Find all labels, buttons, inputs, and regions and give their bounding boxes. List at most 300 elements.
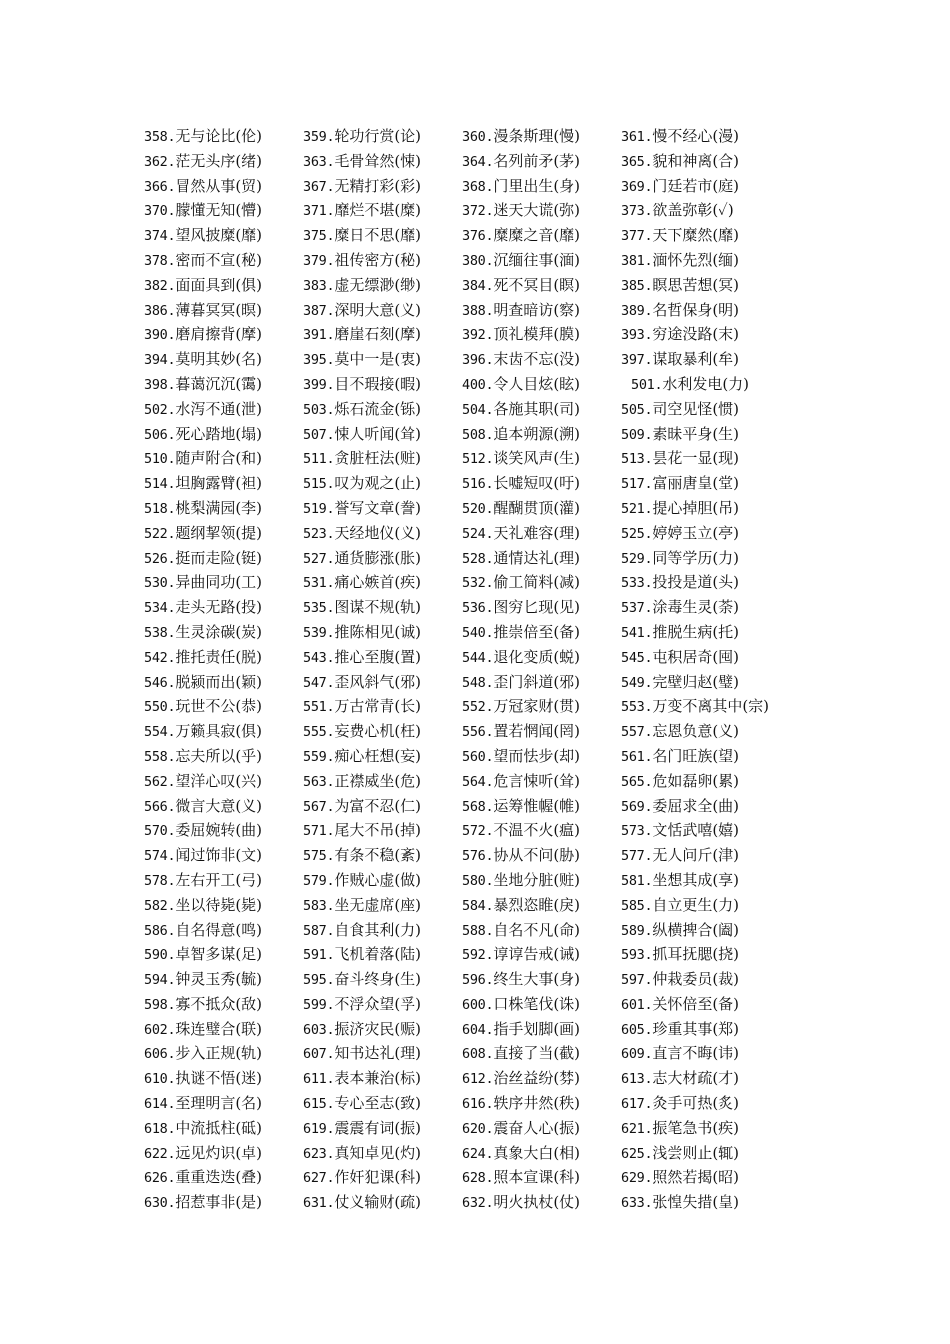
list-item bbox=[462, 322, 621, 347]
list-item bbox=[144, 347, 303, 372]
item-text: 闻过饰非(文) bbox=[175, 846, 263, 865]
list-item bbox=[303, 471, 462, 496]
item-number: 604. bbox=[462, 1021, 494, 1038]
list-item bbox=[621, 446, 791, 471]
list-item bbox=[621, 794, 791, 819]
item-text: 步入正规(轨) bbox=[175, 1044, 263, 1063]
list-item bbox=[462, 223, 621, 248]
list-item bbox=[303, 372, 462, 397]
item-number: 359. bbox=[303, 129, 335, 145]
item-text: 瞑思苦想(冥) bbox=[652, 275, 740, 294]
item-text: 仗义输财(疏) bbox=[334, 1193, 422, 1212]
list-item bbox=[621, 124, 791, 149]
item-number: 542. bbox=[144, 649, 176, 666]
item-number: 551. bbox=[303, 699, 335, 716]
item-number: 584. bbox=[462, 897, 494, 914]
item-number: 633. bbox=[621, 1195, 653, 1212]
item-text: 危言悚听(耸) bbox=[493, 771, 581, 790]
list-item bbox=[621, 893, 791, 918]
item-text: 真象大白(相) bbox=[493, 1143, 581, 1162]
list-item bbox=[144, 694, 303, 719]
list-item bbox=[303, 1091, 462, 1116]
item-text: 欲盖弥彰(✓) bbox=[652, 201, 734, 220]
item-number: 396. bbox=[462, 352, 494, 369]
item-text: 中流抵柱(砥) bbox=[175, 1118, 263, 1137]
item-number: 525. bbox=[621, 525, 653, 542]
item-number: 581. bbox=[621, 872, 653, 889]
item-number: 626. bbox=[144, 1170, 176, 1187]
list-item bbox=[621, 1141, 791, 1166]
item-number: 374. bbox=[144, 228, 176, 245]
list-item bbox=[303, 595, 462, 620]
item-text: 振笔急书(疾) bbox=[652, 1118, 740, 1137]
item-text: 明火执杖(仗) bbox=[493, 1193, 581, 1212]
list-item bbox=[462, 620, 621, 645]
list-item bbox=[462, 818, 621, 843]
item-text: 慢不经心(漫) bbox=[652, 127, 740, 145]
item-text: 冒然从事(贸) bbox=[175, 176, 263, 195]
list-item bbox=[303, 794, 462, 819]
item-text: 关怀倍至(备) bbox=[652, 994, 740, 1013]
list-item bbox=[144, 546, 303, 571]
item-number: 619. bbox=[303, 1120, 335, 1137]
item-text: 祖传密方(秘) bbox=[334, 250, 422, 269]
list-item bbox=[144, 794, 303, 819]
item-text: 推脱生病(托) bbox=[652, 622, 740, 641]
item-number: 504. bbox=[462, 401, 494, 418]
list-item bbox=[462, 942, 621, 967]
list-item bbox=[303, 273, 462, 298]
item-number: 505. bbox=[621, 401, 653, 418]
list-item bbox=[144, 843, 303, 868]
item-number: 540. bbox=[462, 624, 494, 641]
item-number: 553. bbox=[621, 699, 653, 716]
item-text: 妄费心机(枉) bbox=[334, 722, 422, 741]
item-number: 622. bbox=[144, 1145, 176, 1162]
list-item bbox=[462, 273, 621, 298]
item-text: 深明大意(义) bbox=[334, 300, 422, 319]
list-item bbox=[303, 124, 462, 149]
item-number: 515. bbox=[303, 476, 335, 493]
item-number: 576. bbox=[462, 848, 494, 865]
item-number: 549. bbox=[621, 674, 653, 691]
list-item bbox=[621, 471, 791, 496]
item-text: 贪脏枉法(赃) bbox=[334, 449, 422, 468]
item-text: 照本宣课(科) bbox=[493, 1168, 581, 1187]
item-text: 虚无缥渺(缈) bbox=[334, 275, 422, 294]
item-number: 610. bbox=[144, 1071, 176, 1088]
list-item bbox=[303, 248, 462, 273]
item-text: 门廷若市(庭) bbox=[652, 176, 740, 195]
item-text: 暮蔼沉沉(霭) bbox=[175, 374, 263, 393]
item-number: 625. bbox=[621, 1145, 653, 1162]
list-item bbox=[303, 1190, 462, 1215]
list-item bbox=[144, 1165, 303, 1190]
item-number: 627. bbox=[303, 1170, 335, 1187]
item-text: 知书达礼(理) bbox=[334, 1044, 422, 1063]
item-text: 偷工简料(减) bbox=[493, 573, 581, 592]
item-number: 397. bbox=[621, 352, 653, 369]
list-item bbox=[303, 1165, 462, 1190]
list-item bbox=[462, 1116, 621, 1141]
list-item bbox=[303, 174, 462, 199]
item-number: 621. bbox=[621, 1120, 653, 1137]
item-number: 531. bbox=[303, 575, 335, 592]
item-number: 535. bbox=[303, 600, 335, 617]
item-number: 559. bbox=[303, 748, 335, 765]
item-number: 587. bbox=[303, 922, 335, 939]
item-number: 548. bbox=[462, 674, 494, 691]
list-item bbox=[621, 546, 791, 571]
list-item bbox=[462, 397, 621, 422]
item-text: 明查暗访(察) bbox=[493, 300, 581, 319]
list-item bbox=[144, 1017, 303, 1042]
item-text: 治丝益纷(棼) bbox=[493, 1069, 581, 1088]
list-item bbox=[621, 719, 791, 744]
item-text: 运筹惟幄(帷) bbox=[493, 796, 581, 815]
item-text: 坐想其成(享) bbox=[652, 870, 740, 889]
item-text: 死不冥目(瞑) bbox=[493, 275, 581, 294]
item-text: 顶礼模拜(膜) bbox=[493, 325, 581, 344]
item-text: 完壁归赵(璧) bbox=[652, 672, 740, 691]
list-item bbox=[462, 372, 621, 397]
item-text: 长嘘短叹(吁) bbox=[493, 474, 581, 493]
item-text: 卓智多谋(足) bbox=[175, 945, 263, 964]
item-text: 推陈相见(诚) bbox=[334, 622, 422, 641]
item-text: 忘夫所以(乎) bbox=[175, 746, 263, 765]
list-item bbox=[462, 843, 621, 868]
item-text: 婷婷玉立(亭) bbox=[652, 523, 740, 542]
item-number: 371. bbox=[303, 203, 335, 220]
list-item bbox=[462, 198, 621, 223]
item-number: 511. bbox=[303, 451, 335, 468]
item-number: 578. bbox=[144, 872, 176, 889]
list-item bbox=[144, 397, 303, 422]
item-text: 振济灾民(赈) bbox=[334, 1019, 422, 1038]
item-text: 直接了当(截) bbox=[493, 1044, 581, 1063]
list-item bbox=[303, 620, 462, 645]
item-number: 555. bbox=[303, 724, 335, 741]
item-number: 368. bbox=[462, 178, 494, 195]
item-number: 571. bbox=[303, 823, 335, 840]
list-item bbox=[462, 298, 621, 323]
item-number: 524. bbox=[462, 525, 494, 542]
list-item bbox=[621, 223, 791, 248]
list-item bbox=[303, 496, 462, 521]
item-number: 370. bbox=[144, 203, 176, 220]
list-item bbox=[621, 1066, 791, 1091]
item-text: 口株笔伐(诛) bbox=[493, 994, 581, 1013]
list-item bbox=[621, 273, 791, 298]
item-text: 朦懂无知(懵) bbox=[175, 201, 263, 220]
list-item bbox=[144, 744, 303, 769]
item-number: 600. bbox=[462, 996, 494, 1013]
item-text: 为富不忍(仁) bbox=[334, 796, 422, 815]
item-number: 545. bbox=[621, 649, 653, 666]
item-text: 天礼难容(理) bbox=[493, 523, 581, 542]
list-item bbox=[462, 1165, 621, 1190]
item-text: 靡烂不堪(糜) bbox=[334, 201, 422, 220]
item-text: 望洋心叹(兴) bbox=[175, 771, 263, 790]
item-text: 坐地分脏(赃) bbox=[493, 870, 581, 889]
list-item bbox=[303, 744, 462, 769]
item-text: 望而怯步(却) bbox=[493, 746, 581, 765]
list-item bbox=[144, 1066, 303, 1091]
item-text: 令人目炫(眩) bbox=[493, 374, 581, 393]
item-number: 574. bbox=[144, 848, 176, 865]
item-number: 616. bbox=[462, 1096, 494, 1113]
item-number: 572. bbox=[462, 823, 494, 840]
item-text: 各施其职(司) bbox=[493, 399, 581, 418]
item-number: 372. bbox=[462, 203, 494, 220]
list-item bbox=[621, 1165, 791, 1190]
list-item bbox=[462, 744, 621, 769]
item-text: 磨肩擦背(摩) bbox=[175, 325, 263, 344]
item-number: 596. bbox=[462, 972, 494, 989]
item-text: 推心至腹(置) bbox=[334, 647, 422, 666]
list-item bbox=[144, 1041, 303, 1066]
item-text: 同等学历(力) bbox=[652, 548, 740, 567]
list-item bbox=[462, 595, 621, 620]
list-item bbox=[462, 1066, 621, 1091]
item-text: 誉写文章(誊) bbox=[334, 498, 422, 517]
item-text: 歪门斜道(邪) bbox=[493, 672, 581, 691]
list-item bbox=[303, 1066, 462, 1091]
list-item bbox=[462, 248, 621, 273]
list-item bbox=[621, 1116, 791, 1141]
item-text: 危如磊卵(累) bbox=[652, 771, 740, 790]
item-text: 末齿不忘(没) bbox=[493, 350, 581, 369]
item-text: 走头无路(投) bbox=[175, 598, 263, 617]
item-number: 378. bbox=[144, 252, 176, 269]
item-text: 重重迭迭(叠) bbox=[175, 1168, 263, 1187]
list-item bbox=[303, 818, 462, 843]
item-number: 522. bbox=[144, 525, 176, 542]
item-number: 516. bbox=[462, 476, 494, 493]
item-number: 588. bbox=[462, 922, 494, 939]
item-text: 推托责任(脱) bbox=[175, 647, 263, 666]
list-item bbox=[462, 1091, 621, 1116]
item-text: 万变不离其中(宗) bbox=[652, 697, 770, 716]
list-item bbox=[144, 124, 303, 149]
item-number: 513. bbox=[621, 451, 653, 468]
item-number: 591. bbox=[303, 947, 335, 964]
item-text: 玩世不公(恭) bbox=[175, 697, 263, 716]
list-item bbox=[144, 174, 303, 199]
item-number: 391. bbox=[303, 327, 335, 344]
list-item bbox=[144, 942, 303, 967]
item-number: 607. bbox=[303, 1046, 335, 1063]
list-item bbox=[144, 645, 303, 670]
list-item bbox=[621, 1190, 791, 1215]
list-item bbox=[303, 694, 462, 719]
list-item bbox=[621, 1041, 791, 1066]
item-text: 谋取暴利(牟) bbox=[652, 350, 740, 369]
item-text: 委屈婉转(曲) bbox=[175, 821, 263, 840]
item-number: 567. bbox=[303, 798, 335, 815]
item-number: 379. bbox=[303, 252, 335, 269]
item-text: 题纲挈领(提) bbox=[175, 523, 263, 542]
item-number: 387. bbox=[303, 302, 335, 319]
item-text: 挺而走险(铤) bbox=[175, 548, 263, 567]
item-text: 执谜不悟(迷) bbox=[175, 1069, 263, 1088]
item-number: 603. bbox=[303, 1021, 335, 1038]
list-item bbox=[144, 868, 303, 893]
item-text: 正襟威坐(危) bbox=[334, 771, 422, 790]
item-text: 专心至志(致) bbox=[334, 1094, 422, 1113]
list-item bbox=[462, 868, 621, 893]
item-number: 503. bbox=[303, 401, 335, 418]
list-item bbox=[621, 521, 791, 546]
item-number: 620. bbox=[462, 1120, 494, 1137]
item-text: 歪风斜气(邪) bbox=[334, 672, 422, 691]
item-text: 漫条斯理(慢) bbox=[493, 127, 581, 145]
item-text: 悚人听闻(耸) bbox=[334, 424, 422, 443]
item-number: 400. bbox=[462, 376, 494, 393]
list-item bbox=[621, 422, 791, 447]
item-number: 566. bbox=[144, 798, 176, 815]
item-text: 目不瑕接(暇) bbox=[334, 374, 422, 393]
list-item bbox=[144, 446, 303, 471]
list-item bbox=[303, 868, 462, 893]
item-text: 浅尝则止(辄) bbox=[652, 1143, 740, 1162]
item-text: 迷天大谎(弥) bbox=[493, 201, 581, 220]
item-number: 612. bbox=[462, 1071, 494, 1088]
list-item bbox=[303, 322, 462, 347]
item-number: 579. bbox=[303, 872, 335, 889]
item-text: 作奸犯课(科) bbox=[334, 1168, 422, 1187]
list-item bbox=[621, 769, 791, 794]
item-text: 无与论比(伦) bbox=[175, 127, 263, 145]
item-text: 天下糜然(靡) bbox=[652, 226, 740, 245]
item-number: 582. bbox=[144, 897, 176, 914]
list-item bbox=[144, 223, 303, 248]
item-number: 608. bbox=[462, 1046, 494, 1063]
item-number: 526. bbox=[144, 550, 176, 567]
list-item bbox=[462, 174, 621, 199]
item-text: 志大材疏(才) bbox=[652, 1069, 740, 1088]
item-text: 生灵涂碳(炭) bbox=[175, 622, 263, 641]
item-number: 599. bbox=[303, 996, 335, 1013]
item-text: 远见灼识(卓) bbox=[175, 1143, 263, 1162]
list-item bbox=[621, 298, 791, 323]
item-text: 天经地仪(义) bbox=[334, 523, 422, 542]
item-number: 390. bbox=[144, 327, 176, 344]
list-item bbox=[144, 1190, 303, 1215]
item-number: 569. bbox=[621, 798, 653, 815]
item-number: 583. bbox=[303, 897, 335, 914]
list-item bbox=[303, 918, 462, 943]
item-text: 脱颍而出(颖) bbox=[175, 672, 263, 691]
list-item bbox=[303, 645, 462, 670]
item-number: 537. bbox=[621, 600, 653, 617]
list-item bbox=[462, 992, 621, 1017]
item-text: 富丽唐皇(堂) bbox=[652, 474, 740, 493]
list-item bbox=[462, 471, 621, 496]
list-item bbox=[303, 446, 462, 471]
item-number: 518. bbox=[144, 500, 176, 517]
list-item bbox=[303, 967, 462, 992]
item-text: 尾大不吊(掉) bbox=[334, 821, 422, 840]
item-number: 392. bbox=[462, 327, 494, 344]
item-number: 393. bbox=[621, 327, 653, 344]
item-number: 565. bbox=[621, 773, 653, 790]
item-text: 谆谆告戒(诫) bbox=[493, 945, 581, 964]
item-text: 万冠家财(贯) bbox=[493, 697, 581, 716]
item-number: 360. bbox=[462, 129, 494, 145]
item-text: 异曲同功(工) bbox=[175, 573, 263, 592]
item-text: 坐无虚席(座) bbox=[334, 895, 422, 914]
list-item bbox=[144, 149, 303, 174]
item-text: 真知卓见(灼) bbox=[334, 1143, 422, 1162]
item-text: 暴烈恣睢(戾) bbox=[493, 895, 581, 914]
item-number: 386. bbox=[144, 302, 176, 319]
item-number: 367. bbox=[303, 178, 335, 195]
list-item bbox=[462, 124, 621, 149]
item-text: 有条不稳(紊) bbox=[334, 846, 422, 865]
item-number: 373. bbox=[621, 203, 653, 220]
item-text: 谈笑风声(生) bbox=[493, 449, 581, 468]
item-number: 519. bbox=[303, 500, 335, 517]
list-item bbox=[144, 595, 303, 620]
item-text: 屯积居奇(囤) bbox=[652, 647, 740, 666]
item-text: 图谋不规(轨) bbox=[334, 598, 422, 617]
item-text: 飞机着落(陆) bbox=[334, 945, 422, 964]
item-number: 547. bbox=[303, 674, 335, 691]
list-item bbox=[462, 446, 621, 471]
item-number: 361. bbox=[621, 129, 653, 145]
item-text: 至理明言(名) bbox=[175, 1094, 263, 1113]
item-number: 623. bbox=[303, 1145, 335, 1162]
list-item bbox=[462, 1141, 621, 1166]
item-number: 609. bbox=[621, 1046, 653, 1063]
list-item bbox=[303, 1041, 462, 1066]
list-item bbox=[303, 1141, 462, 1166]
list-item bbox=[462, 719, 621, 744]
item-text: 钟灵玉秀(毓) bbox=[175, 970, 263, 989]
list-item bbox=[303, 670, 462, 695]
list-item bbox=[144, 893, 303, 918]
item-number: 362. bbox=[144, 153, 176, 170]
item-number: 605. bbox=[621, 1021, 653, 1038]
list-item bbox=[621, 694, 791, 719]
item-text: 穷途没路(末) bbox=[652, 325, 740, 344]
item-text: 貌和神离(合) bbox=[652, 151, 740, 170]
item-number: 585. bbox=[621, 897, 653, 914]
item-number: 376. bbox=[462, 228, 494, 245]
item-text: 万古常青(长) bbox=[334, 697, 422, 716]
list-item bbox=[462, 794, 621, 819]
item-number: 512. bbox=[462, 451, 494, 468]
item-text: 毛骨耸然(悚) bbox=[334, 151, 422, 170]
list-item bbox=[621, 942, 791, 967]
list-item bbox=[462, 1017, 621, 1042]
item-number: 394. bbox=[144, 352, 176, 369]
item-number: 523. bbox=[303, 525, 335, 542]
item-text: 水泻不通(泄) bbox=[175, 399, 263, 418]
item-number: 509. bbox=[621, 426, 653, 443]
list-item bbox=[462, 670, 621, 695]
item-text: 抓耳抚腮(挠) bbox=[652, 945, 740, 964]
item-text: 糜糜之音(靡) bbox=[493, 226, 581, 245]
item-text: 糜日不思(靡) bbox=[334, 226, 422, 245]
list-item bbox=[144, 496, 303, 521]
list-item bbox=[303, 397, 462, 422]
list-item bbox=[303, 893, 462, 918]
item-number: 377. bbox=[621, 228, 653, 245]
item-text: 作贼心虚(做) bbox=[334, 870, 422, 889]
list-item bbox=[144, 570, 303, 595]
